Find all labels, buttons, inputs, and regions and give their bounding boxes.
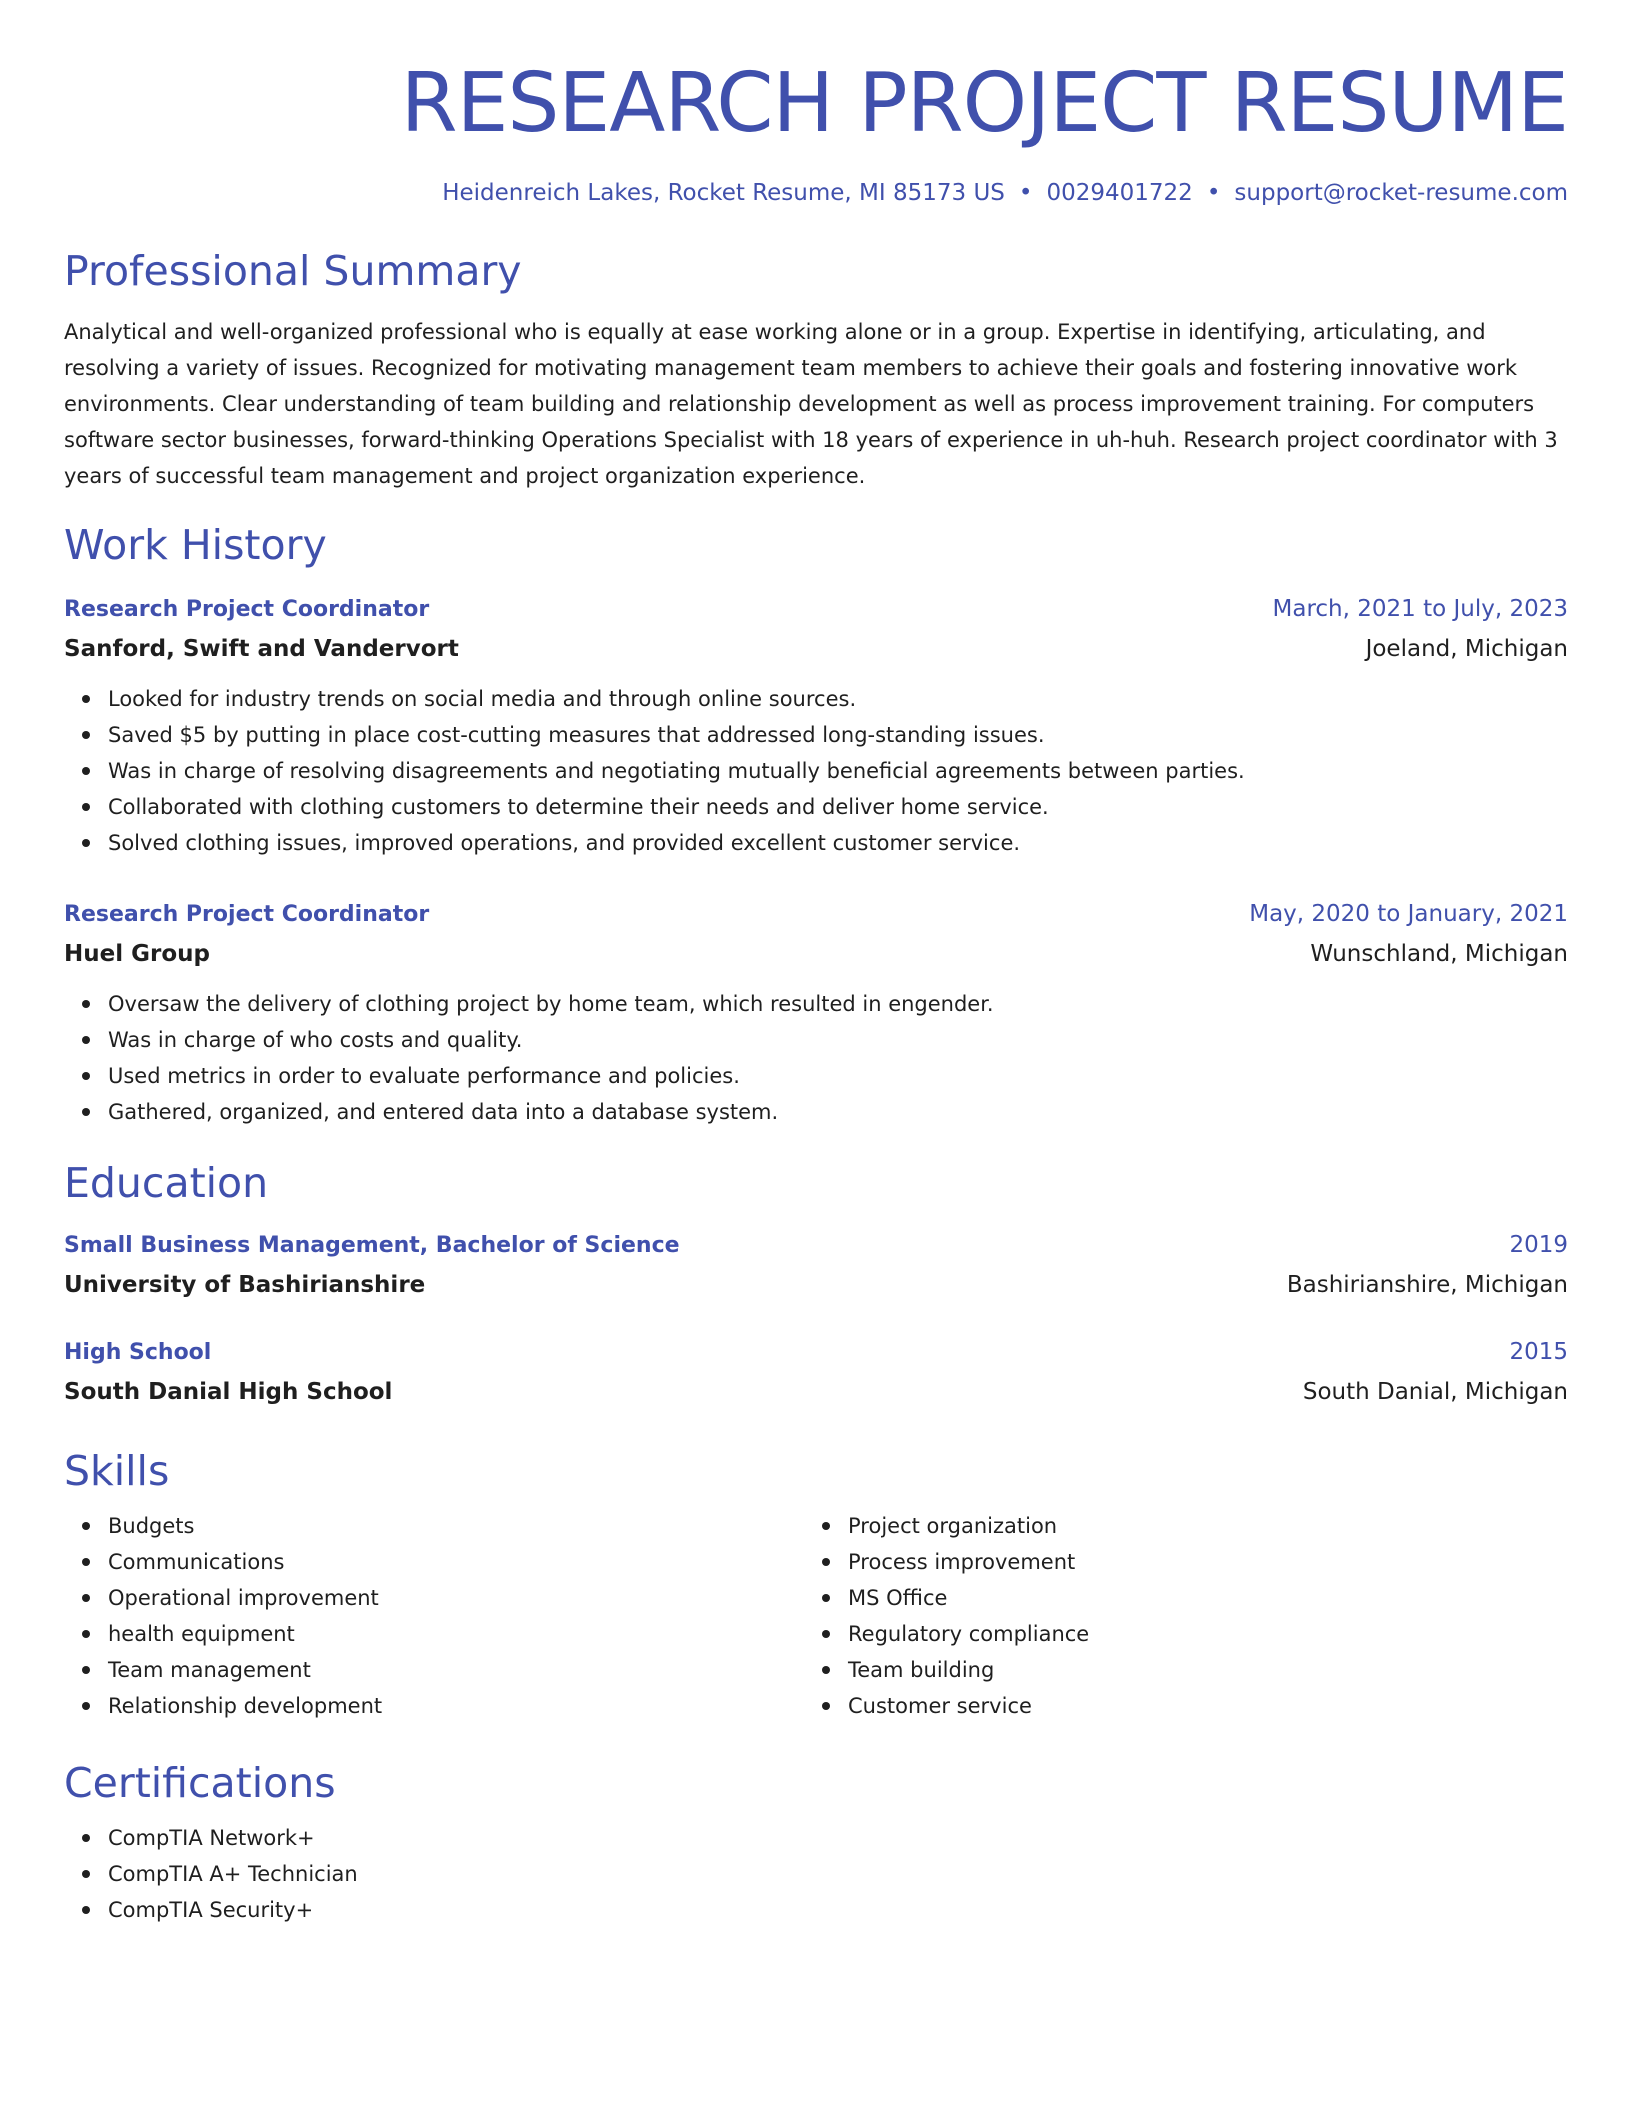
skill-item: health equipment bbox=[108, 1616, 804, 1652]
skill-item: Regulatory compliance bbox=[848, 1616, 1544, 1652]
skills-list bbox=[804, 1508, 1544, 1724]
job-dates: March, 2021 to July, 2023 bbox=[1272, 596, 1568, 622]
contact-separator: • bbox=[1018, 180, 1033, 206]
job-dates: May, 2020 to January, 2021 bbox=[1249, 901, 1568, 927]
certifications-section bbox=[64, 1758, 1568, 1928]
skill-item: Team building bbox=[848, 1652, 1544, 1688]
skill-item: Operational improvement bbox=[108, 1580, 804, 1616]
skill-item: Relationship development bbox=[108, 1688, 804, 1724]
education-section bbox=[64, 1158, 1568, 1412]
job-company-row bbox=[64, 629, 1568, 669]
skills-list bbox=[64, 1508, 804, 1724]
education-degree-row bbox=[64, 1333, 1568, 1372]
education-school-row bbox=[64, 1372, 1568, 1412]
certification-item: CompTIA Network+ bbox=[108, 1820, 1568, 1856]
job-role: Research Project Coordinator bbox=[64, 902, 430, 927]
education-year: 2019 bbox=[1509, 1232, 1568, 1258]
skills-section bbox=[64, 1446, 1568, 1724]
summary-heading: Professional Summary bbox=[64, 247, 522, 295]
job-title-row bbox=[64, 590, 1568, 629]
certification-item: CompTIA Security+ bbox=[108, 1892, 1568, 1928]
job-bullet: Saved $5 by putting in place cost-cutting measures that addressed long-standing issues. bbox=[108, 717, 1568, 753]
work-history-heading: Work History bbox=[64, 521, 327, 569]
work-history-section bbox=[64, 520, 1568, 1130]
education-degree: High School bbox=[64, 1340, 212, 1365]
education-location: Bashirianshire, Michigan bbox=[1286, 1272, 1568, 1298]
skills-columns bbox=[64, 1504, 1568, 1724]
education-school-row bbox=[64, 1265, 1568, 1305]
certification-item: CompTIA A+ Technician bbox=[108, 1856, 1568, 1892]
contact-email: support@rocket-resume.com bbox=[1234, 180, 1568, 206]
contact-phone: 0029401722 bbox=[1046, 180, 1193, 206]
certifications-list bbox=[64, 1820, 1568, 1928]
skill-item: MS Office bbox=[848, 1580, 1544, 1616]
skills-heading: Skills bbox=[64, 1447, 170, 1495]
job-company: Sanford, Swift and Vandervort bbox=[64, 636, 459, 662]
job-bullet: Collaborated with clothing customers to determine their needs and deliver home service. bbox=[108, 789, 1568, 825]
job-bullets bbox=[64, 986, 1568, 1130]
job-bullet: Gathered, organized, and entered data into a database system. bbox=[108, 1094, 1568, 1130]
skill-item: Team management bbox=[108, 1652, 804, 1688]
education-degree-row bbox=[64, 1226, 1568, 1265]
education-entry bbox=[64, 1333, 1568, 1412]
education-year: 2015 bbox=[1509, 1339, 1568, 1365]
job-entry bbox=[64, 590, 1568, 861]
job-entry bbox=[64, 895, 1568, 1130]
certifications-heading: Certifications bbox=[64, 1759, 336, 1807]
job-bullet: Was in charge of who costs and quality. bbox=[108, 1022, 1568, 1058]
skills-column-right bbox=[804, 1504, 1544, 1724]
resume-title: RESEARCH PROJECT RESUME bbox=[400, 56, 1568, 151]
job-bullet: Was in charge of resolving disagreements and negotiating mutually beneficial agreements between parties. bbox=[108, 753, 1568, 789]
education-school: South Danial High School bbox=[64, 1379, 393, 1405]
job-bullets bbox=[64, 681, 1568, 861]
education-degree: Small Business Management, Bachelor of Science bbox=[64, 1233, 680, 1258]
education-heading: Education bbox=[64, 1159, 269, 1207]
job-role: Research Project Coordinator bbox=[64, 597, 430, 622]
job-company: Huel Group bbox=[64, 941, 210, 967]
education-entry bbox=[64, 1226, 1568, 1305]
skill-item: Process improvement bbox=[848, 1544, 1544, 1580]
job-location: Joeland, Michigan bbox=[1365, 636, 1568, 662]
job-bullet: Used metrics in order to evaluate performance and policies. bbox=[108, 1058, 1568, 1094]
job-location: Wunschland, Michigan bbox=[1310, 941, 1568, 967]
contact-line bbox=[64, 178, 1568, 208]
skills-column-left bbox=[64, 1504, 804, 1724]
summary-section bbox=[64, 246, 1568, 494]
contact-address: Heidenreich Lakes, Rocket Resume, MI 85173 US bbox=[442, 180, 1005, 206]
skill-item: Customer service bbox=[848, 1688, 1544, 1724]
contact-separator: • bbox=[1206, 180, 1221, 206]
resume-header bbox=[64, 56, 1568, 208]
job-title-row bbox=[64, 895, 1568, 934]
job-bullet: Solved clothing issues, improved operations, and provided excellent customer service. bbox=[108, 825, 1568, 861]
skill-item: Communications bbox=[108, 1544, 804, 1580]
summary-text: Analytical and well-organized professional who is equally at ease working alone or in a group. Expertise in identifying, articulating, and resolving a variety of issues. Recognized for motivating management team members to achieve their goals and fostering innovative work environments. Clear understanding of team building and relationship development as well as process improvement training. For computers software sector businesses, forward-thinking Operations Specialist with 18 years of experience in uh-huh. Research project coordinator with 3 years of successful team management and project organization experience. bbox=[64, 320, 1558, 488]
job-bullet: Oversaw the delivery of clothing project by home team, which resulted in engender. bbox=[108, 986, 1568, 1022]
skill-item: Budgets bbox=[108, 1508, 804, 1544]
skill-item: Project organization bbox=[848, 1508, 1544, 1544]
education-school: University of Bashirianshire bbox=[64, 1272, 426, 1298]
job-bullet: Looked for industry trends on social media and through online sources. bbox=[108, 681, 1568, 717]
education-location: South Danial, Michigan bbox=[1302, 1379, 1568, 1405]
job-company-row bbox=[64, 934, 1568, 974]
